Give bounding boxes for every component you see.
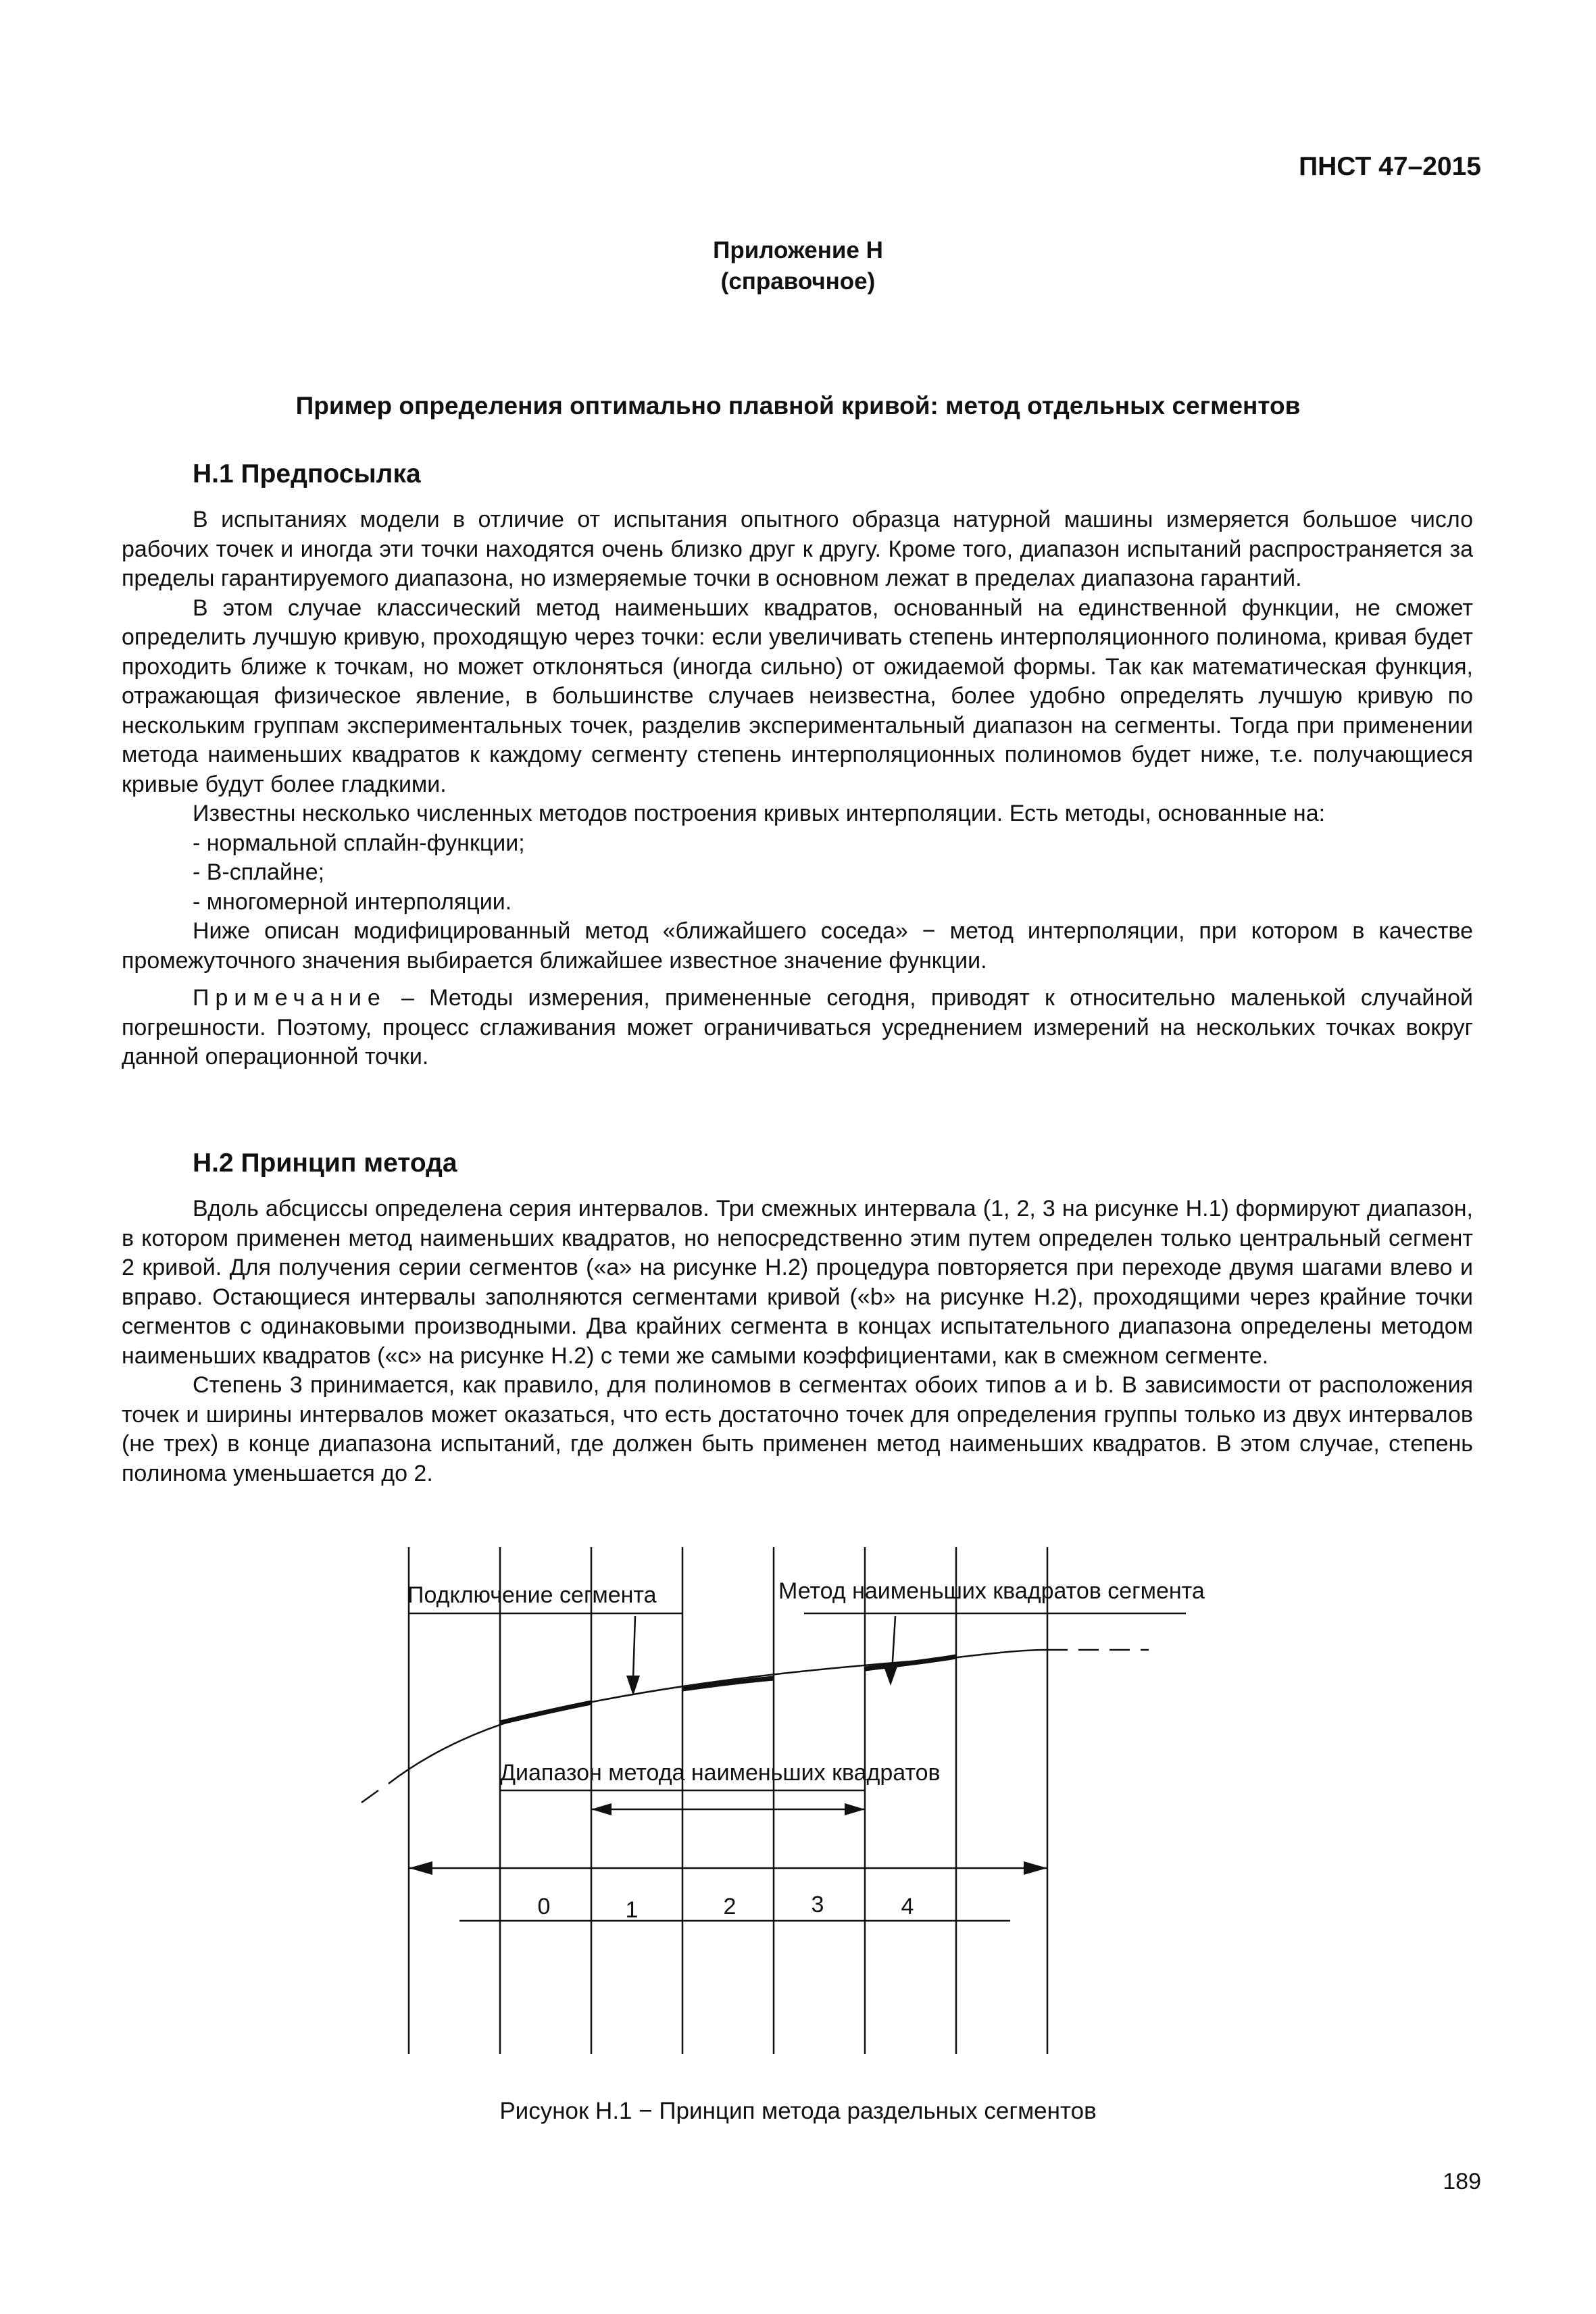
- section2-heading: Н.2 Принцип метода: [193, 1149, 457, 1178]
- lsq-segment: [500, 1703, 591, 1723]
- paragraph: В испытаниях модели в отличие от испытания опытного образца натурной машины измеряется большое число рабочих точек и иногда эти точки находятся очень близко друг к другу. Кроме того, диапазон испытаний распространяется за пределы гарантируемого диапазона, но измеряемые точки в основном лежат в пределах диапазона гарантий.: [122, 507, 1473, 591]
- highlighted-segments: [500, 1657, 956, 1723]
- curve-dash: [361, 1790, 378, 1803]
- list-item: - нормальной сплайн-функции;: [193, 830, 525, 856]
- arrowhead: [845, 1803, 865, 1815]
- arrowhead: [591, 1803, 612, 1815]
- figure-lines: [361, 1547, 1186, 2054]
- list-item: - многомерной интерполяции.: [193, 888, 512, 915]
- label-lsq-segment: Метод наименьших квадратов сегмента: [778, 1578, 1205, 1604]
- interval-number: 2: [723, 1894, 737, 1919]
- main-title: Пример определения оптимально плавной кривой: метод отдельных сегментов: [295, 392, 1301, 420]
- label-connection: Подключение сегмента: [407, 1582, 657, 1608]
- section1-heading: Н.1 Предпосылка: [193, 459, 421, 488]
- interval-number: 0: [537, 1894, 551, 1919]
- interval-number: 1: [625, 1897, 639, 1923]
- document-code: ПНСТ 47–2015: [1299, 152, 1481, 181]
- paragraph: Ниже описан модифицированный метод «ближайшего соседа» − метод интерполяции, при котором в качестве промежуточного значения выбирается ближайшее известное значение функции.: [122, 918, 1473, 974]
- paragraph: Степень 3 принимается, как правило, для полиномов в сегментах обоих типов a и b. В зависимости от расположения точек и ширины интервалов может оказаться, что есть достаточно точек для определения группы только из двух интервалов (не трех) в конце диапазона испытаний, где должен быть применен метод наименьших квадратов. В этом случае, степень полинома уменьшается до 2.: [122, 1372, 1473, 1486]
- leader-line: [633, 1616, 635, 1679]
- paragraph: В этом случае классический метод наименьших квадратов, основанный на единственной функции, не сможет определить лучшую кривую, проходящую через точки: если увеличивать степень интерполяционного полинома, кривая будет проходить ближе к точкам, но может отклоняться (иногда сильно) от ожидаемой формы. Так как математическая функция, отражающая физическое явление, в большинстве случаев неизвестна, более удобно определять лучшую кривую по нескольким группам экспериментальных точек, разделив экспериментальный диапазон на сегменты. Тогда при применении метода наименьших квадратов к каждому сегменту степень интерполяционных полиномов будет ниже, т.е. получающиеся кривые будут более гладкими.: [122, 595, 1473, 797]
- interval-number: 4: [901, 1894, 914, 1919]
- figure-caption: Рисунок Н.1 − Принцип метода раздельных сегментов: [499, 2098, 1097, 2124]
- arrowhead: [884, 1667, 897, 1686]
- interval-number: 3: [811, 1892, 824, 1917]
- arrowhead: [409, 1861, 432, 1875]
- note-label: Примечание: [193, 985, 386, 1011]
- arrowhead: [1024, 1861, 1047, 1875]
- label-lsq-range: Диапазон метода наименьших квадратов: [500, 1760, 941, 1786]
- lsq-segment: [865, 1657, 956, 1669]
- paragraph: Вдоль абсциссы определена серия интервалов. Три смежных интервала (1, 2, 3 на рисунке Н.1) формируют диапазон, в котором применен метод наименьших квадратов, но непосредственно этим путем определен только центральный сегмент 2 кривой. Для получения серии сегментов («a» на рисунке Н.2) процедура повторяется при переходе двумя шагами влево и вправо. Остающиеся интервалы заполняются сегментами кривой («b» на рисунке Н.2), проходящими через крайние точки сегментов с одинаковыми производными. Два крайних сегмента в концах испытательного диапазона определены методом наименьших квадратов («c» на рисунке Н.2) с теми же самыми коэффициентами, как в смежном сегменте.: [122, 1196, 1473, 1369]
- paragraph: Известны несколько численных методов построения кривых интерполяции. Есть методы, основанные на:: [193, 801, 1326, 826]
- annex-title: Приложение Н: [713, 237, 883, 263]
- note-text: – Методы измерения, примененные сегодня, приводят к относительно маленькой случайной погрешности. Поэтому, процесс сглаживания может ограничиваться усреднением измерений на нескольких точках вокруг данной операционной точки.: [122, 985, 1473, 1070]
- annex-subtitle: (справочное): [720, 268, 876, 295]
- list-item: - В-сплайне;: [193, 859, 325, 885]
- page-number: 189: [1443, 2169, 1481, 2194]
